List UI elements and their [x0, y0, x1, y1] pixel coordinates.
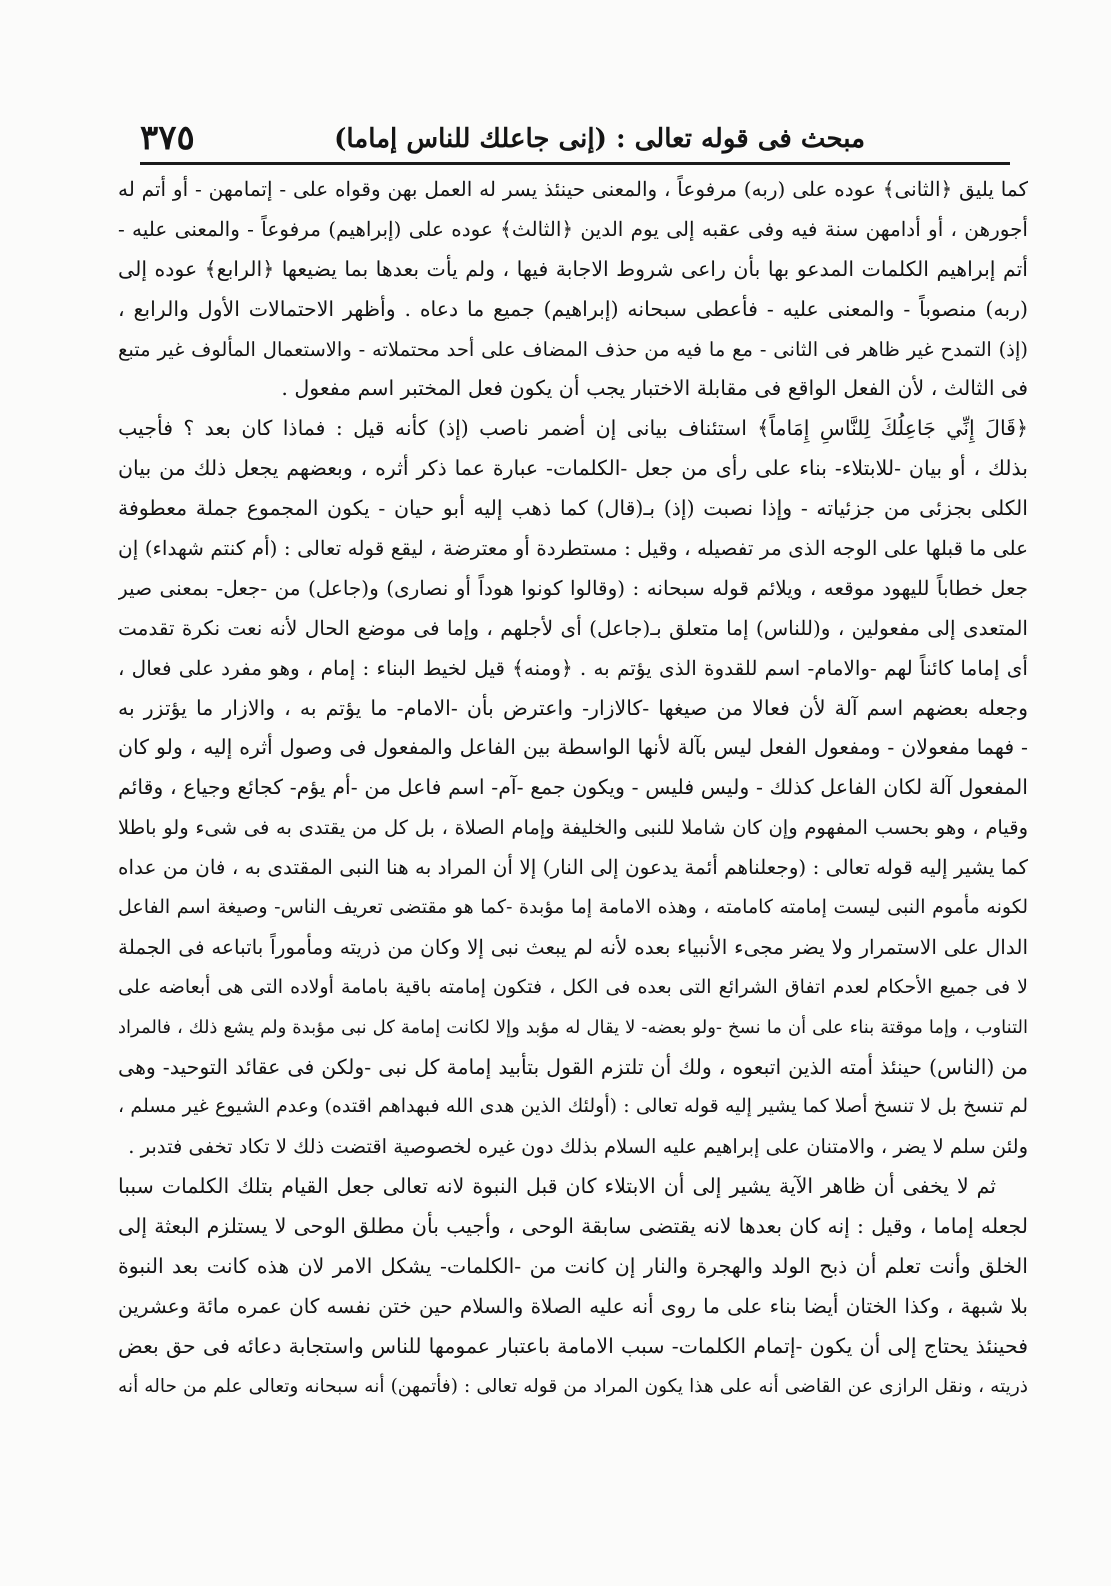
text-line: لجعله إماما ، وقيل : إنه كان بعدها لانه يقتضى سابقة الوحى ، وأجيب بأن مطلق الوحى لا يستلزم البعثة إلى	[118, 1214, 1028, 1239]
text-line: من (الناس) حينئذ أمته الذين اتبعوه ، ولك أن تلتزم القول بتأبيد إمامة كل نبى -ولكن فى عقائد التوحيد- وهى	[118, 1054, 1028, 1079]
text-line: ثم لا يخفى أن ظاهر الآية يشير إلى أن الابتلاء كان قبل النبوة لانه تعالى جعل القيام بتلك الكلمات سببا	[118, 1174, 996, 1199]
running-title: مبحث فى قوله تعالى : (إنى جاعلك للناس إماما)	[334, 124, 865, 154]
text-line: بلا شبهة ، وكذا الختان أيضا بناء على ما روى أنه عليه الصلاة والسلام حين ختن نفسه كان عمره مائة وعشرين	[118, 1293, 1028, 1318]
header-rule	[140, 162, 1010, 165]
text-line: جعل خطاباً لليهود موقعه ، ويلائم قوله سبحانه : (وقالوا كونوا هوداً أو نصارى) و(جاعل) من -جعل- بمعنى صير	[118, 575, 1028, 600]
text-line: (إذ) التمدح غير ظاهر فى الثانى - مع ما فيه من حذف المضاف على أحد محتملاته - والاستعمال المألوف غير متبع	[118, 337, 1028, 361]
text-line: كما يشير إليه قوله تعالى : (وجعلناهم أئمة يدعون إلى النار) إلا أن المراد به هنا النبى المقتدى به ، فان من عداه	[118, 855, 1028, 880]
text-line: لم تنسخ بل لا تنسخ أصلا كما يشير إليه قوله تعالى : (أولئك الذين هدى الله فبهداهم اقتده) وعدم الشيوع غير مسلم ،	[118, 1095, 1028, 1118]
text-line: على ما قبلها على الوجه الذى مر تفصيله ، وقيل : مستطردة أو معترضة ، ليقع قوله تعالى : (أم كنتم شهداء) إن	[118, 536, 1028, 561]
text-line: ﴿قَالَ إِنِّي جَاعِلُكَ لِلنَّاسِ إِمَاماً﴾ استئناف بيانى إن أضمر ناصب (إذ) كأنه قيل : فماذا كان بعد ؟ فأجيب	[118, 416, 1028, 441]
text-line: الدال على الاستمرار ولا يضر مجىء الأنبياء بعده لأنه لم يبعث نبى إلا وكان من ذريته ومأموراً باتباعه فى الجملة	[118, 934, 1028, 959]
text-line: الكلى بجزئى من جزئياته - وإذا نصبت (إذ) بـ(قال) كما ذهب إليه أبو حيان - يكون المجموع جملة معطوفة	[118, 496, 1028, 521]
text-line: المتعدى إلى مفعولين ، و(للناس) إما متعلق بـ(جاعل) أى لأجلهم ، وإما فى موضع الحال لأنه نعت نكرة تقدمت	[118, 615, 1028, 640]
body-text	[118, 170, 1028, 1510]
text-line: الخلق وأنت تعلم أن ذبح الولد والهجرة والنار إن كانت من -الكلمات- يشكل الامر لان هذه كانت بعد النبوة	[118, 1254, 1028, 1279]
text-line: وجعله بعضهم اسم آلة لأن فعالا من صيغها -كالازار- واعترض بأن -الامام- ما يؤتم به ، والازار ما يؤتزر به	[118, 695, 1028, 720]
text-line: فحينئذ يحتاج إلى أن يكون -إتمام الكلمات- سبب الامامة باعتبار عمومها للناس واستجابة دعائه فى حق بعض	[118, 1333, 1028, 1358]
text-line: فى الثالث ، لأن الفعل الواقع فى مقابلة الاختبار يجب أن يكون فعل المختبر اسم مفعول .	[281, 376, 1028, 401]
text-line: ولئن سلم لا يضر ، والامتنان على إبراهيم عليه السلام بذلك دون غيره لخصوصية اقتضت ذلك لا تكاد تخفى فتدبر .	[128, 1135, 1028, 1159]
text-line: - فهما مفعولان - ومفعول الفعل ليس بآلة لأنها الواسطة بين الفاعل والمفعول فى وصول أثره إليه ، ولو كان	[118, 735, 1028, 760]
text-line: لكونه مأموم النبى ليست إمامته كامامته ، وهذه الامامة إما مؤبدة -كما هو مقتضى تعريف الناس- وصيغة اسم الفاعل	[118, 896, 1028, 919]
text-line: لا فى جميع الأحكام لعدم اتفاق الشرائع التى بعده فى الكل ، فتكون إمامته باقية بامامة أولاده التى هى أبعاضه على	[118, 975, 1028, 998]
text-line: ذريته ، ونقل الرازى عن القاضى أنه على هذا يكون المراد من قوله تعالى : (فأتمهن) أنه سبحانه وتعالى علم من حاله أنه	[118, 1375, 1028, 1397]
text-line: التناوب ، وإما موقتة بناء على أن ما نسخ -ولو بعضه- لا يقال له مؤبد وإلا لكانت إمامة كل نبى مؤبدة ولم يشع ذلك ، فالمراد	[118, 1016, 1028, 1038]
text-line: المفعول آلة لكان الفاعل كذلك - وليس فليس - ويكون جمع -آم- اسم فاعل من -أم يؤم- كجائع وجياع ، وقائم	[118, 775, 1028, 800]
text-line: أجورهن ، أو أدامهن سنة فيه وفى عقبه إلى يوم الدين ﴿الثالث﴾ عوده على (إبراهيم) مرفوعاً - والمعنى عليه -	[118, 216, 1028, 241]
text-line: بذلك ، أو بيان -للابتلاء- بناء على رأى من جعل -الكلمات- عبارة عما ذكر أثره ، وبعضهم يجعل ذلك من بيان	[118, 456, 1028, 481]
text-line: أتم إبراهيم الكلمات المدعو بها بأن راعى شروط الاجابة فيها ، ولم يأت بعدها بما يضيعها ﴿الرابع﴾ عوده إلى	[118, 256, 1028, 281]
text-line: وقيام ، وهو بحسب المفهوم وإن كان شاملا للنبى والخليفة وإمام الصلاة ، بل كل من يقتدى به فى شىء ولو باطلا	[118, 816, 1028, 840]
text-line: أى إماما كائناً لهم -والامام- اسم للقدوة الذى يؤتم به . ﴿ومنه﴾ قيل لخيط البناء : إمام ، وهو مفرد على فعال ،	[118, 655, 1028, 680]
page-number: ٣٧٥	[140, 118, 195, 158]
page-header	[120, 118, 1020, 166]
text-line: كما يليق ﴿الثانى﴾ عوده على (ربه) مرفوعاً ، والمعنى حينئذ يسر له العمل بهن وقواه على - إتمامهن - أو أتم له	[118, 177, 1028, 201]
text-line: (ربه) منصوباً - والمعنى عليه - فأعطى سبحانه (إبراهيم) جميع ما دعاه . وأظهر الاحتمالات الأول والرابع ،	[118, 296, 1028, 321]
